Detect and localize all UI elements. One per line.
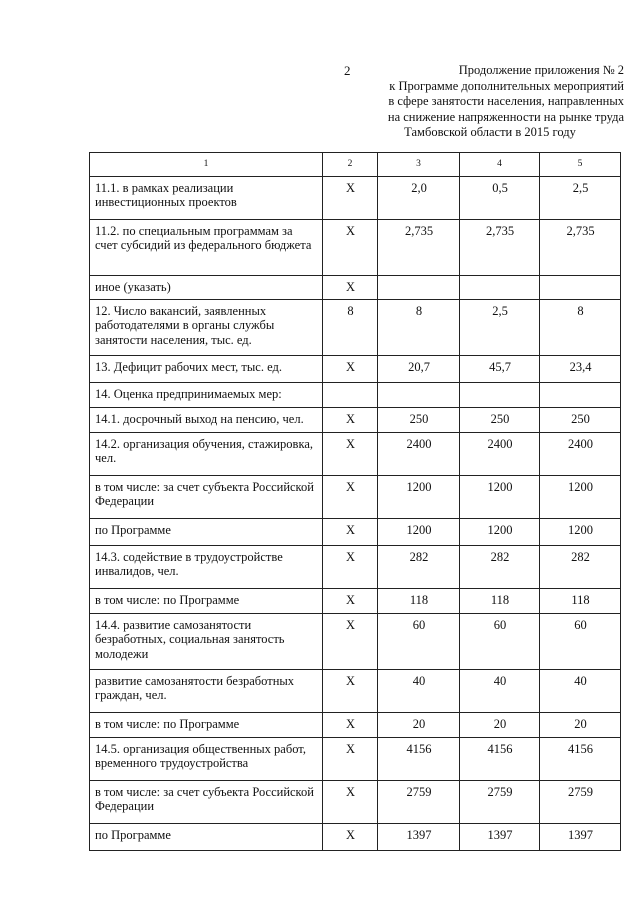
row-value: 20,7 (378, 355, 460, 382)
row-value: X (323, 407, 378, 432)
row-value: 282 (378, 545, 460, 588)
row-value: 40 (540, 669, 621, 712)
appendix-header (356, 63, 624, 141)
table-row (90, 588, 621, 613)
row-value: X (323, 176, 378, 219)
table-row (90, 780, 621, 823)
row-value: 1397 (540, 823, 621, 850)
header-line: на снижение напряженности на рынке труда (387, 109, 624, 124)
row-value: 40 (460, 669, 540, 712)
row-label: 13. Дефицит рабочих мест, тыс. ед. (90, 355, 323, 382)
row-label: 14.5. организация общественных работ, временного трудоустройства (90, 737, 323, 780)
row-value: 2759 (378, 780, 460, 823)
row-value: 2400 (378, 432, 460, 475)
table-row (90, 712, 621, 737)
column-header: 3 (378, 153, 460, 177)
row-value (540, 382, 621, 407)
table-row (90, 475, 621, 518)
row-value: 1200 (378, 518, 460, 545)
table-row (90, 613, 621, 669)
row-value: 118 (378, 588, 460, 613)
row-value (378, 382, 460, 407)
row-value: 118 (460, 588, 540, 613)
row-value: X (323, 588, 378, 613)
row-label: в том числе: за счет субъекта Российской Федерации (90, 780, 323, 823)
row-label: по Программе (90, 518, 323, 545)
row-value: 2,0 (378, 176, 460, 219)
row-value: 282 (460, 545, 540, 588)
row-value (378, 275, 460, 299)
table-row (90, 176, 621, 219)
row-value: X (323, 613, 378, 669)
row-value: 23,4 (540, 355, 621, 382)
row-value: 250 (540, 407, 621, 432)
table-row (90, 545, 621, 588)
row-label: 11.1. в рамках реализации инвестиционных проектов (90, 176, 323, 219)
table-row (90, 275, 621, 299)
table-row (90, 823, 621, 850)
row-value: 1200 (540, 475, 621, 518)
row-value: 1200 (540, 518, 621, 545)
row-value: X (323, 475, 378, 518)
row-value (460, 275, 540, 299)
row-value: 2400 (460, 432, 540, 475)
row-label: в том числе: по Программе (90, 588, 323, 613)
row-value: 4156 (460, 737, 540, 780)
row-value: 40 (378, 669, 460, 712)
column-header: 5 (540, 153, 621, 177)
row-value: X (323, 432, 378, 475)
row-label: 14.2. организация обучения, стажировка, чел. (90, 432, 323, 475)
row-value (540, 275, 621, 299)
row-value: 250 (460, 407, 540, 432)
column-header: 2 (323, 153, 378, 177)
row-label: иное (указать) (90, 275, 323, 299)
row-label: 14.1. досрочный выход на пенсию, чел. (90, 407, 323, 432)
row-label: 14.3. содействие в трудоустройстве инвалидов, чел. (90, 545, 323, 588)
column-header: 1 (90, 153, 323, 177)
table-header-row (90, 153, 621, 177)
row-value: 1200 (460, 518, 540, 545)
row-value (323, 382, 378, 407)
table-row (90, 737, 621, 780)
row-value: 2,735 (378, 219, 460, 275)
row-value: X (323, 219, 378, 275)
row-value: X (323, 712, 378, 737)
header-line: в сфере занятости населения, направленных (388, 94, 624, 108)
row-value: 8 (378, 299, 460, 355)
row-value: 0,5 (460, 176, 540, 219)
row-value: 20 (460, 712, 540, 737)
row-value: 2400 (540, 432, 621, 475)
row-label: в том числе: по Программе (90, 712, 323, 737)
row-value: 20 (540, 712, 621, 737)
row-value: X (323, 518, 378, 545)
row-label: развитие самозанятости безработных граждан, чел. (90, 669, 323, 712)
table-row (90, 669, 621, 712)
row-label: 12. Число вакансий, заявленных работодателями в органы службы занятости населения, тыс. ед. (90, 299, 323, 355)
row-label: 11.2. по специальным программам за счет субсидий из федерального бюджета (90, 219, 323, 275)
row-value: 60 (540, 613, 621, 669)
row-value (460, 382, 540, 407)
row-value: 8 (540, 299, 621, 355)
row-value: X (323, 545, 378, 588)
table-row (90, 407, 621, 432)
row-value: 4156 (378, 737, 460, 780)
row-value: 4156 (540, 737, 621, 780)
page-number: 2 (344, 63, 351, 78)
row-label: 14. Оценка предпринимаемых мер: (90, 382, 323, 407)
row-value: 1397 (460, 823, 540, 850)
row-value: 60 (460, 613, 540, 669)
table-row (90, 432, 621, 475)
row-value: 8 (323, 299, 378, 355)
row-value: 2759 (460, 780, 540, 823)
row-value: X (323, 275, 378, 299)
table-row (90, 518, 621, 545)
row-label: в том числе: за счет субъекта Российской Федерации (90, 475, 323, 518)
row-value: 2,5 (540, 176, 621, 219)
header-line: Тамбовской области в 2015 году (404, 125, 576, 139)
row-value: X (323, 737, 378, 780)
row-value: X (323, 823, 378, 850)
table-row (90, 355, 621, 382)
row-value: 118 (540, 588, 621, 613)
row-value: X (323, 355, 378, 382)
column-header: 4 (460, 153, 540, 177)
row-value: 1200 (460, 475, 540, 518)
row-value: 2759 (540, 780, 621, 823)
row-value: 45,7 (460, 355, 540, 382)
table-row (90, 299, 621, 355)
table-row (90, 382, 621, 407)
indicators-table (89, 152, 621, 851)
row-value: 2,735 (540, 219, 621, 275)
row-value: X (323, 780, 378, 823)
row-value: 1397 (378, 823, 460, 850)
row-value: 2,735 (460, 219, 540, 275)
row-value: 282 (540, 545, 621, 588)
header-line: Продолжение приложения № 2 (458, 63, 624, 77)
row-value: 20 (378, 712, 460, 737)
row-value: 250 (378, 407, 460, 432)
row-label: по Программе (90, 823, 323, 850)
row-value: 60 (378, 613, 460, 669)
row-label: 14.4. развитие самозанятости безработных, социальная занятость молодежи (90, 613, 323, 669)
row-value: 1200 (378, 475, 460, 518)
header-line: к Программе дополнительных мероприятий (389, 78, 624, 93)
table-row (90, 219, 621, 275)
row-value: X (323, 669, 378, 712)
row-value: 2,5 (460, 299, 540, 355)
